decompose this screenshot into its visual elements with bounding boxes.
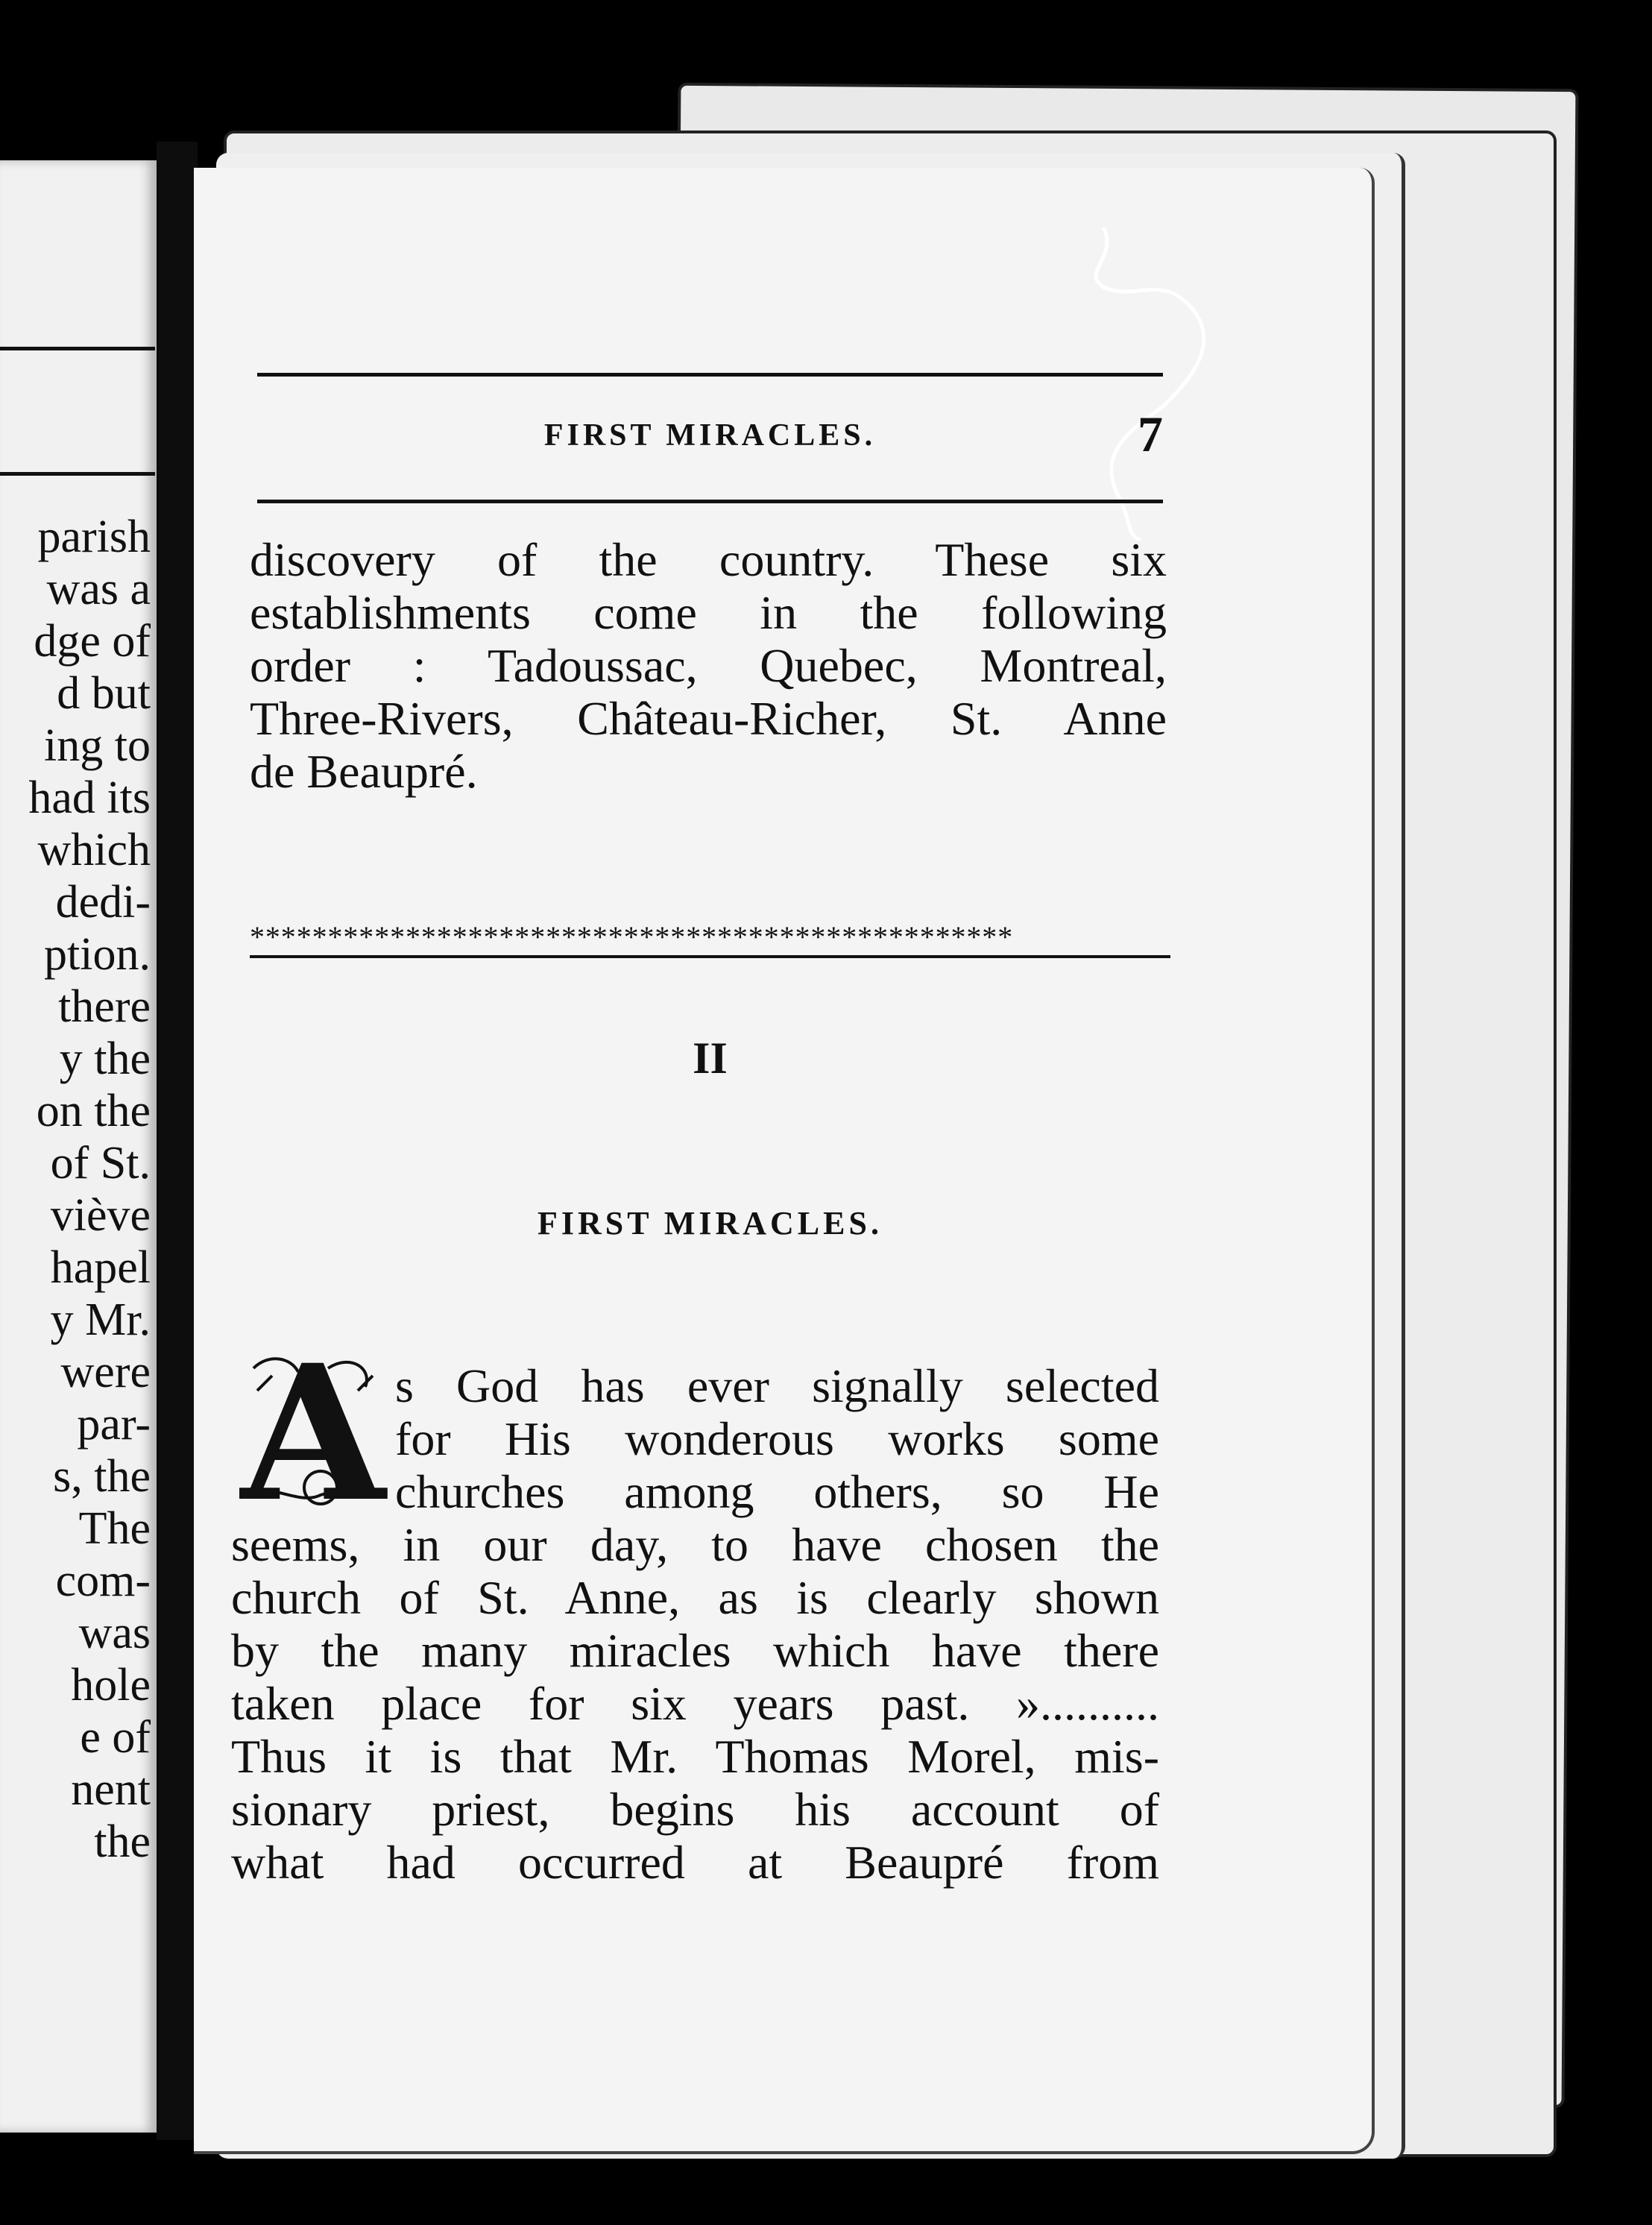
text-line: church of St. Anne, as is clearly shown	[231, 1571, 1159, 1624]
text-line: by the many miracles which have there	[231, 1624, 1159, 1677]
thread-artifact	[1074, 227, 1297, 541]
left-page-line: d but	[57, 668, 151, 719]
left-page-line: there	[58, 981, 151, 1032]
left-page-line: hole	[71, 1660, 151, 1711]
chapter-title: FIRST MIRACLES.	[537, 1205, 883, 1241]
text-line: for His wonderous works some	[395, 1412, 1159, 1465]
left-page-line: com-	[55, 1555, 151, 1606]
left-page-line: the	[94, 1816, 151, 1867]
text-line: Three-Rivers, Château-Richer, St. Anne	[250, 692, 1167, 745]
left-page-line: ing to	[44, 720, 151, 771]
left-page-line: s, the	[53, 1451, 151, 1502]
left-page-line: which	[37, 825, 151, 875]
left-page-line: par-	[77, 1399, 151, 1450]
book-page	[194, 168, 1375, 2154]
running-head: FIRST MIRACLES.	[543, 418, 877, 453]
text-line: churches among others, so He	[395, 1465, 1159, 1518]
left-page-line: was a	[46, 564, 151, 614]
left-page-line: nent	[71, 1764, 151, 1815]
paragraph-continued	[250, 533, 1167, 798]
left-page-line: viève	[50, 1190, 151, 1241]
text-line: discovery of the country. These six	[250, 533, 1167, 586]
left-page-line: parish	[37, 512, 151, 562]
paragraph-body	[231, 1518, 1159, 1889]
left-page-line: y the	[59, 1033, 151, 1084]
left-page-line: e of	[80, 1712, 151, 1763]
left-page-line: dge of	[34, 616, 151, 667]
left-page-line: was	[78, 1608, 151, 1658]
text-line: what had occurred at Beaupré from	[231, 1836, 1159, 1889]
left-page-line: The	[78, 1503, 151, 1554]
left-page-line: on the	[36, 1086, 151, 1136]
text-line: taken place for six years past. »..........	[231, 1677, 1159, 1730]
text-line: Thus it is that Mr. Thomas Morel, mis-	[231, 1730, 1159, 1783]
drop-cap-letter: A	[241, 1324, 385, 1543]
text-line: seems, in our day, to have chosen the	[231, 1518, 1159, 1571]
text-line: s God has ever signally selected	[395, 1359, 1159, 1412]
left-page-line: of St.	[50, 1138, 151, 1189]
left-page-line: had its	[28, 772, 151, 823]
chapter-number: II	[693, 1033, 728, 1083]
text-line: order : Tadoussac, Quebec, Montreal,	[250, 639, 1167, 692]
text-line: de Beaupré.	[250, 745, 478, 798]
ornamental-drop-cap	[239, 1324, 388, 1543]
left-page-line: were	[60, 1347, 151, 1397]
page-number: 7	[1138, 406, 1163, 462]
paragraph-opening-lines	[395, 1359, 1159, 1518]
left-page-line: ption.	[44, 929, 151, 980]
left-page-rule	[0, 472, 155, 476]
header-rule-top	[257, 373, 1163, 377]
left-page-line: dedi-	[55, 877, 151, 928]
left-page-line: hapel	[50, 1242, 151, 1293]
left-page-text	[28, 511, 151, 1868]
left-page-rule	[0, 347, 155, 350]
text-line: sionary priest, begins his account of	[231, 1783, 1159, 1836]
left-page-fragment	[0, 160, 157, 2133]
asterisk-separator: *************************************************	[250, 922, 1170, 958]
left-page-line: y Mr.	[50, 1294, 151, 1345]
text-line: establishments come in the following	[250, 586, 1167, 639]
book-gutter	[157, 142, 198, 2140]
header-rule-bottom	[257, 500, 1163, 503]
